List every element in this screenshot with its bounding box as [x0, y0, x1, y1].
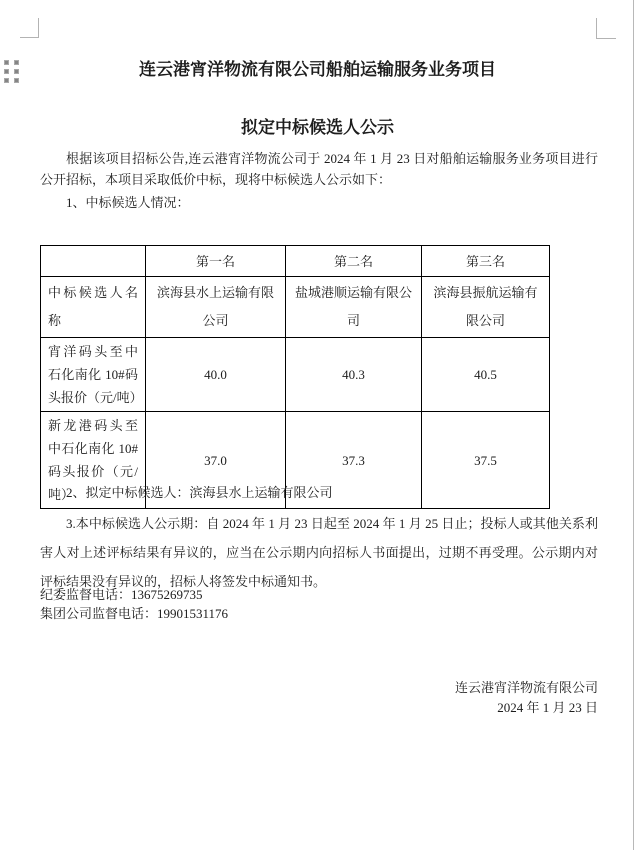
- header-cell-second: 第二名: [286, 246, 422, 277]
- document-subtitle: 拟定中标候选人公示: [241, 118, 394, 137]
- header-cell-blank: [41, 246, 146, 277]
- discipline-supervision-phone: 纪委监督电话：13675269735: [40, 587, 203, 602]
- cell-candidate-1: 滨海县水上运输有限公司: [146, 277, 286, 338]
- signature-date: 2024 年 1 月 23 日: [497, 700, 598, 715]
- cell-candidate-3: 滨海县振航运输有限公司: [422, 277, 550, 338]
- bid-candidates-table: [40, 245, 550, 509]
- header-cell-third: 第三名: [422, 246, 550, 277]
- cell-price-1-3: 40.5: [422, 338, 550, 412]
- header-cell-first: 第一名: [146, 246, 286, 277]
- row-header-price-xiaoyang: 宵洋码头至中石化南化 10#码头报价（元/吨）: [41, 338, 146, 412]
- table-header-row: [41, 246, 550, 277]
- cell-price-1-2: 40.3: [286, 338, 422, 412]
- cell-price-2-3: 37.5: [422, 412, 550, 509]
- list-item-1: 1、中标候选人情况：: [66, 195, 190, 210]
- signature-company: 连云港宵洋物流有限公司: [454, 680, 598, 695]
- margin-crop-mark-top-left: [20, 18, 39, 38]
- cell-candidate-2: 盐城港顺运输有限公司: [286, 277, 422, 338]
- cell-price-1-1: 40.0: [146, 338, 286, 412]
- intro-paragraph: 根据该项目招标公告,连云港宵洋物流公司于 2024 年 1 月 23 日对船舶运输服务业务项目进行公开招标，本项目采取低价中标，现将中标候选人公示如下：: [40, 151, 598, 187]
- row-header-candidate-name: 中标候选人名称: [41, 277, 146, 338]
- list-item-2: 2、拟定中标候选人：滨海县水上运输有限公司: [66, 485, 333, 500]
- document-title: 连云港宵洋物流有限公司船舶运输服务业务项目: [139, 60, 496, 79]
- table-row-candidate-names: [41, 277, 550, 338]
- margin-crop-mark-top-right: [596, 18, 616, 39]
- cell-price-2-1: 37.0: [146, 412, 286, 509]
- group-supervision-phone: 集团公司监督电话：19901531176: [40, 606, 229, 621]
- row-header-price-xinlonggang: 新龙港码头至中石化南化 10#码头报价（元/吨）: [41, 412, 146, 509]
- list-item-3: 3.本中标候选人公示期：自 2024 年 1 月 23 日起至 2024 年 1 月 25 日止；投标人或其他关系利害人对上述评标结果有异议的，应当在公示期内向招标人书面提出，过期不再受理。公示期内对评标结果没有异议的，招标人将签发中标通知书。: [40, 516, 598, 589]
- table-row-price-xiaoyang: [41, 338, 550, 412]
- cell-price-2-2: 37.3: [286, 412, 422, 509]
